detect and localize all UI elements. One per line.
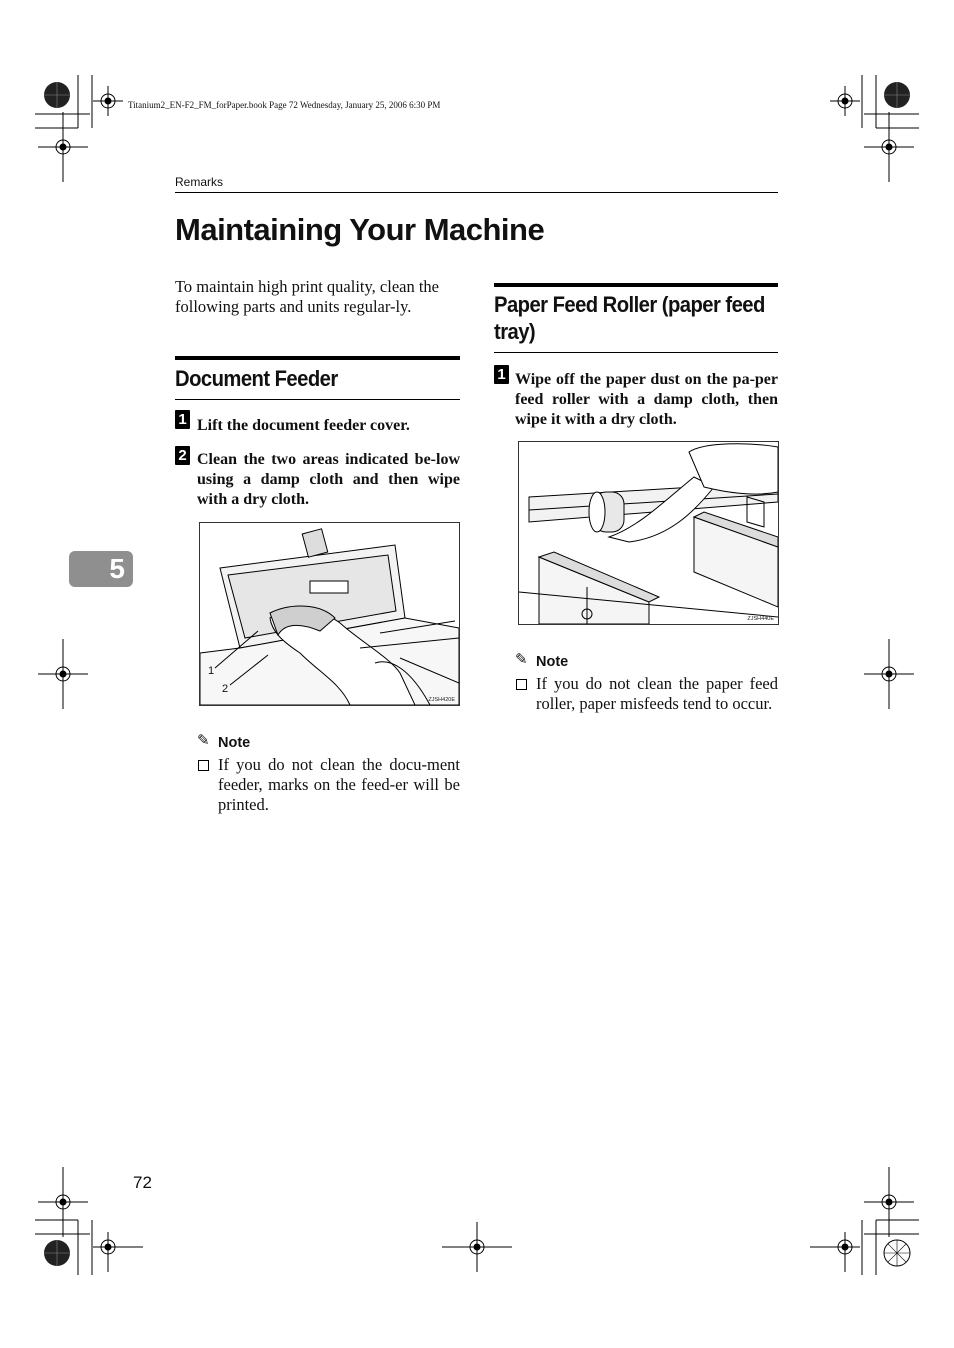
chapter-number: 5 — [109, 553, 125, 584]
step-number: 2 — [175, 446, 190, 465]
section-rule-top — [175, 356, 460, 360]
section-title-paper-feed-roller: Paper Feed Roller (paper feed tray) — [494, 292, 765, 344]
note-label: Note — [218, 735, 251, 751]
pencil-icon: ✎ — [197, 733, 210, 749]
running-head: Remarks — [175, 175, 224, 189]
step-text: Lift the document feeder cover. — [197, 417, 410, 434]
note-text: If you do not clean the docu-ment feeder, marks on the feed-er will be printed. — [218, 755, 460, 814]
checkbox-icon — [198, 760, 209, 771]
note-label: Note — [536, 654, 569, 670]
step-number: 1 — [494, 365, 509, 384]
checkbox-icon — [516, 679, 527, 690]
document-feeder-illustration — [199, 522, 460, 706]
document-feeder-drawing — [200, 523, 459, 705]
step-text: Wipe off the paper dust on the pa-per feed roller with a damp cloth, then wipe it with a dry cloth. — [515, 371, 778, 428]
section-rule-bottom — [175, 399, 460, 400]
figure-code: ZJSH420E — [428, 697, 455, 703]
file-header: Titanium2_EN-F2_FM_forPaper.book Page 72 Wednesday, January 25, 2006 6:30 PM — [128, 100, 441, 110]
paper-feed-roller-illustration — [518, 441, 779, 625]
callout-label-2: 2 — [222, 683, 229, 695]
step-number: 1 — [175, 410, 190, 429]
section-rule-top — [494, 283, 778, 287]
chapter-tab — [69, 551, 133, 587]
callout-label-1: 1 — [208, 665, 215, 677]
page-title: Maintaining Your Machine — [175, 212, 545, 247]
page-number: 72 — [133, 1173, 152, 1192]
figure-code: ZJSH440E — [747, 616, 774, 622]
section-rule-bottom — [494, 352, 778, 353]
section-title-document-feeder: Document Feeder — [175, 366, 338, 391]
intro-text: To maintain high print quality, clean the following parts and units regular-ly. — [175, 277, 439, 316]
pencil-icon: ✎ — [515, 652, 528, 668]
header-divider — [175, 192, 778, 193]
step-text: Clean the two areas indicated be-low using a damp cloth and then wipe with a dry cloth. — [197, 451, 460, 508]
note-text: If you do not clean the paper feed roller, paper misfeeds tend to occur. — [536, 674, 778, 713]
paper-feed-roller-drawing — [519, 442, 778, 624]
